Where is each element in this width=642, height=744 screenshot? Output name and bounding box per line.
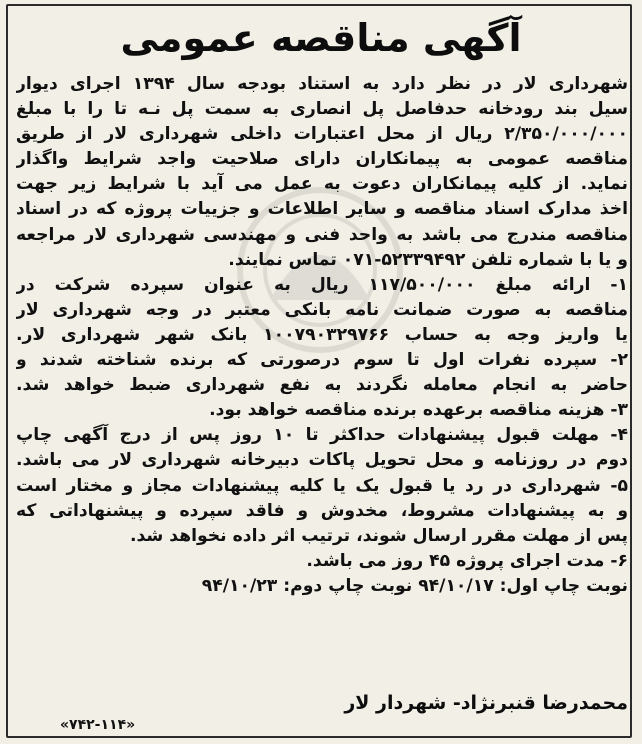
notice-line-1: شهرداری لار در نظر دارد به استناد بودجه سال ۱۳۹۴ اجرای دیوار [16,74,628,94]
notice-line-5: نماید. از کلیه پیمانکاران دعوت به عمل می آید با شرایط زیر جهت [16,174,628,195]
condition-6: ۶- مدت اجرای پروژه ۴۵ روز می باشد. [306,550,628,571]
notice-title: آگهی مناقصه عمومی [120,16,522,60]
condition-1-line-1: ۱- ارائه مبلغ ۱۱۷/۵۰۰/۰۰۰ ریال به عنوان سپرده شرکت در [16,274,628,295]
notice-line-4: مناقصه عمومی به پیمانکاران دارای صلاحیت واجد شرایط واگذار [16,149,628,170]
condition-5-line-1: ۵- شهرداری در رد یا قبول یک یا کلیه پیشنهادات مجاز و مختار است [16,475,628,496]
condition-4-line-1: ۴- مهلت قبول پیشنهادات حداکثر تا ۱۰ روز پس از درج آگهی چاپ [16,425,628,446]
condition-2-line-2: حاضر به انجام معامله نگردند به نفع شهرداری ضبط خواهد شد. [16,375,628,396]
signature-line: محمدرضا قنبرنژاد- شهردار لار [344,692,628,714]
condition-4-line-2: دوم در روزنامه و محل تحویل پاکات دبیرخانه شهرداری لار می باشد. [16,450,628,471]
notice-line-2: سیل بند رودخانه حدفاصل پل انصاری به سمت پل نـه تا را با مبلغ [16,99,628,120]
ad-code: «۷۴۲-۱۱۴» [60,717,136,733]
print-dates: نوبت چاپ اول: ۹۴/۱۰/۱۷ نوبت چاپ دوم: ۹۴/۱۰/۲۳ [201,575,628,596]
notice-line-6: اخذ مدارک اسناد مناقصه و سایر اطلاعات و جزییات پروژه که در اسناد [16,199,628,220]
condition-5-line-3: پس از مهلت مقرر ارسال شوند، ترتیب اثر داده نخواهد شد. [129,525,628,546]
condition-1-line-2: مناقصه به صورت ضمانت نامه بانکی معتبر در وجه شهرداری لار [16,299,628,320]
notice-line-7: مناقصه مندرج می باشد به واحد فنی و مهندسی شهرداری لار مراجعه [16,224,628,245]
condition-3: ۳- هزینه مناقصه برعهده برنده مناقصه خواهد بود. [209,400,628,421]
notice-body [16,72,628,599]
condition-1-line-3: یا واریز وجه به حساب ۱۰۰۷۹۰۳۲۹۷۶۶ بانک شهر شهرداری لار. [16,324,628,345]
notice-line-8: و یا با شماره تلفن ۵۲۳۳۹۴۹۲-۰۷۱ تماس نمایند. [228,249,628,270]
notice-line-3: ۲/۳۵۰/۰۰۰/۰۰۰ ریال از محل اعتبارات داخلی شهرداری لار از طریق [16,124,628,145]
condition-5-line-2: و به پیشنهادات مشروط، مخدوش و فاقد سپرده و پیشنهاداتی که [16,500,628,521]
condition-2-line-1: ۲- سپرده نفرات اول تا سوم درصورتی که برنده شناخته شدند و [16,350,628,371]
